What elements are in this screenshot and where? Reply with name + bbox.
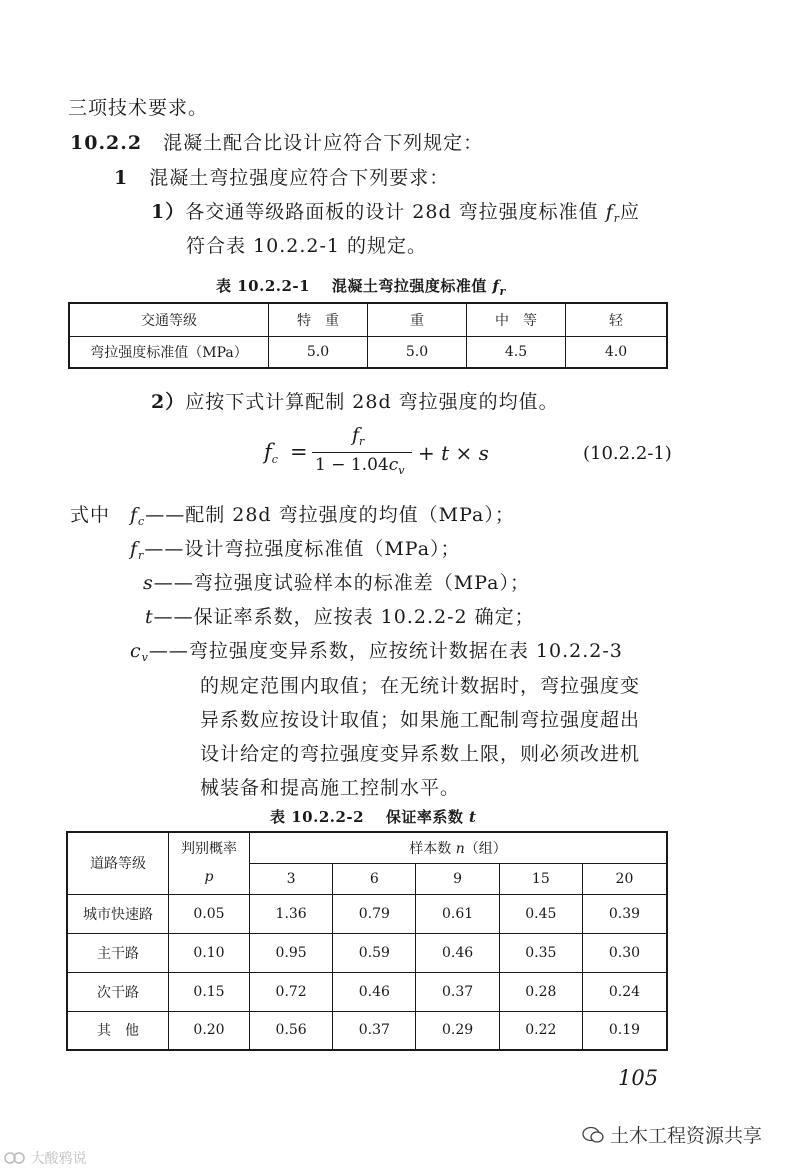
table-2-sample-size: 3	[250, 863, 333, 894]
table-1-row-label: 弯拉强度标准值（MPa）	[69, 336, 269, 368]
table-cell: 判别概率	[181, 841, 237, 858]
table-cell: 0.59	[333, 933, 416, 972]
table-1-header-row	[69, 303, 667, 336]
sub-item-1-line-1	[151, 197, 640, 224]
table-cell: 0.37	[416, 972, 499, 1011]
table-cell: 0.22	[499, 1011, 582, 1050]
sub-item-2-text: 应按下式计算配制 28d 弯拉强度的均值。	[185, 391, 559, 413]
table-1-value-row	[69, 336, 667, 368]
table-cell: 0.79	[333, 894, 416, 933]
sub-item-1-number: 1）	[151, 201, 186, 223]
table-1-header-cell: 交通等级	[69, 303, 269, 336]
table-cell: 0.61	[416, 894, 499, 933]
table-2-sample-size: 20	[582, 863, 667, 894]
where-cv-continued: 异系数应按设计取值；如果施工配制弯拉强度超出	[200, 709, 641, 731]
table-cell: 0.95	[250, 933, 333, 972]
formula-lhs: fc	[264, 440, 278, 466]
table-cell: 0.46	[333, 972, 416, 1011]
where-item: t——保证率系数，应按表 10.2.2-2 确定；	[145, 606, 535, 628]
table-1-caption	[216, 275, 506, 296]
table-cell: 1.36	[250, 894, 333, 933]
where-cv-continued: 设计给定的弯拉强度变异系数上限，则必须改进机	[200, 743, 641, 765]
watermark-left-text: 大酸鸦说	[30, 1151, 87, 1167]
watermark-right	[582, 1121, 762, 1148]
table-cell: 样本数	[409, 840, 456, 857]
formula-denominator: $1 - 1.04c_v$	[315, 455, 405, 477]
table-cell: 0.05	[169, 894, 250, 933]
table-cell: 0.72	[250, 972, 333, 1011]
table-2-caption-title: 保证率系数	[385, 808, 470, 826]
formula-equals: =	[290, 440, 308, 464]
table-cell: （组）	[464, 840, 507, 857]
table-cell: n	[455, 840, 465, 857]
table-1-header-cell: 重	[368, 303, 467, 336]
table-row	[67, 972, 667, 1011]
table-row	[67, 933, 667, 972]
table-cell: 0.20	[169, 1011, 250, 1050]
table-cell: p	[204, 869, 214, 886]
table-1-header-cell: 轻	[566, 303, 668, 336]
table-1-caption-number: 表 10.2.2-1	[216, 277, 311, 295]
table-2-sample-size: 9	[416, 863, 499, 894]
table-cell: 主干路	[67, 933, 169, 972]
sub-item-1-text: 各交通等级路面板的设计 28d 弯拉强度标准值	[185, 201, 606, 223]
table-2	[66, 831, 668, 1051]
page-number: 105	[618, 1066, 659, 1090]
where-item: $c_v——$弯拉强度变异系数，应按统计数据在表 10.2.2-3	[130, 640, 623, 664]
fr-symbol: f	[605, 201, 614, 223]
section-heading	[70, 128, 483, 155]
table-cell: 次干路	[67, 972, 169, 1011]
item-1-number: 1	[114, 167, 129, 189]
item-1-text: 混凝土弯拉强度应符合下列要求：	[149, 167, 450, 189]
table-cell: 0.19	[582, 1011, 667, 1050]
table-cell: 0.46	[416, 933, 499, 972]
table-1	[68, 302, 668, 369]
where-label: 式中	[70, 504, 111, 526]
sub-item-2-number: 2）	[151, 391, 186, 413]
table-cell: 0.28	[499, 972, 582, 1011]
table-2-sample-size: 15	[499, 863, 582, 894]
formula-fraction-bar	[312, 452, 412, 453]
where-cv-continued: 的规定范围内取值；在无统计数据时，弯拉强度变	[200, 675, 641, 697]
table-2-sample-size: 6	[333, 863, 416, 894]
where-item: $f_r——$设计弯拉强度标准值（MPa）；	[130, 538, 461, 562]
where-cv-continued: 械装备和提高施工控制水平。	[200, 777, 461, 799]
sub-item-1-line-2: 符合表 10.2.2-1 的规定。	[186, 235, 428, 257]
section-title: 混凝土配合比设计应符合下列规定：	[163, 132, 484, 154]
table-1-header-cell: 特 重	[269, 303, 368, 336]
table-2-header-road: 道路等级	[67, 832, 169, 894]
table-1-value-cell: 4.5	[467, 336, 566, 368]
formula-numerator: $f_r$	[352, 424, 365, 448]
table-cell: 0.37	[333, 1011, 416, 1050]
table-cell: 0.45	[499, 894, 582, 933]
item-1	[114, 163, 449, 190]
table-cell: 城市快速路	[67, 894, 169, 933]
logo-icon	[4, 1151, 26, 1165]
table-cell: 0.24	[582, 972, 667, 1011]
sub-item-1-line-1-end: 应	[620, 201, 641, 223]
table-cell: 0.35	[499, 933, 582, 972]
table-2-caption-number: 表 10.2.2-2	[270, 808, 365, 826]
table-1-caption-symbol: f	[492, 277, 500, 295]
formula-tail: + t × s	[418, 441, 489, 465]
table-2-caption-symbol: t	[469, 808, 477, 826]
watermark-left	[4, 1148, 86, 1168]
table-cell: 其 他	[67, 1011, 169, 1050]
table-cell: 0.30	[582, 933, 667, 972]
where-item: s——弯拉强度试验样本的标准差（MPa）；	[143, 572, 530, 594]
fr-subscript: r	[613, 212, 621, 225]
table-1-caption-title: 混凝土弯拉强度标准值	[331, 277, 493, 295]
table-1-header-cell: 中 等	[467, 303, 566, 336]
table-cell: 0.15	[169, 972, 250, 1011]
chat-bubble-icon	[582, 1126, 604, 1144]
watermark-right-text: 土木工程资源共享	[610, 1125, 763, 1147]
table-2-header-prob	[169, 832, 250, 894]
table-row	[67, 1011, 667, 1050]
table-cell: 0.39	[582, 894, 667, 933]
table-2-header-samples	[250, 832, 668, 863]
table-1-caption-sub: r	[499, 285, 506, 298]
table-1-value-cell: 5.0	[269, 336, 368, 368]
table-2-header-row	[67, 832, 667, 863]
sub-item-2	[151, 387, 559, 414]
intro-line: 三项技术要求。	[68, 97, 209, 119]
table-cell: 0.29	[416, 1011, 499, 1050]
table-row	[67, 894, 667, 933]
table-cell: 0.56	[250, 1011, 333, 1050]
table-2-caption	[270, 806, 476, 827]
formula-equation-number: (10.2.2-1)	[583, 443, 672, 464]
section-number: 10.2.2	[70, 132, 143, 154]
table-cell: 0.10	[169, 933, 250, 972]
where-item: $f_c——$配制 28d 弯拉强度的均值（MPa）；	[130, 504, 515, 528]
table-1-value-cell: 5.0	[368, 336, 467, 368]
table-1-value-cell: 4.0	[566, 336, 668, 368]
